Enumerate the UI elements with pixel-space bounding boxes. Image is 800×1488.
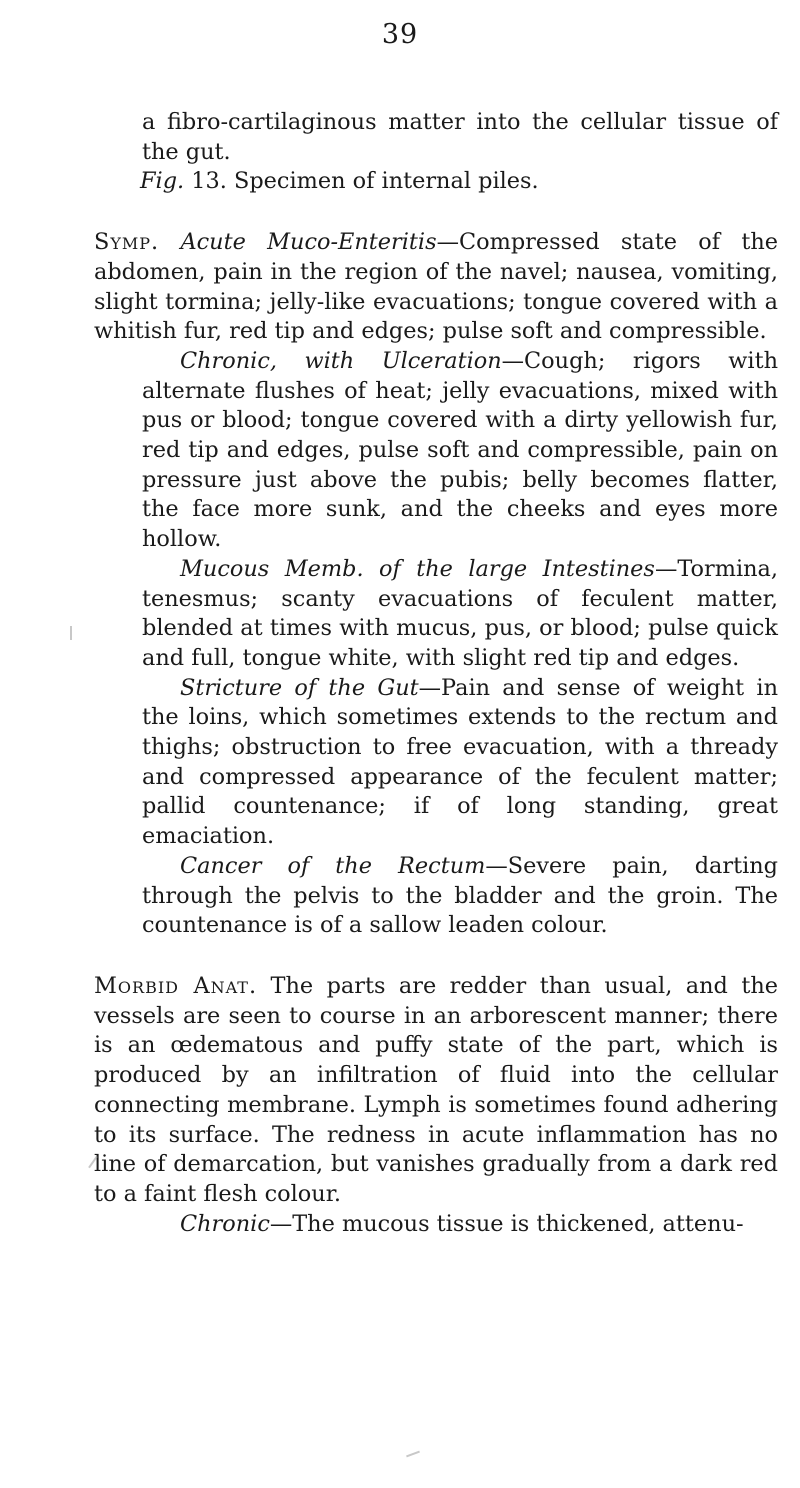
mucous-membrane-text: —Tormina, tenesmus; scanty evacuations of feculent matter, blended at times with mucus, pus, or blood; pulse quick and full, tongue white, with slight red tip and edges. — [142, 555, 778, 671]
morbid-anatomy-section — [94, 972, 778, 1210]
morbid-chronic-title: Chronic — [180, 1210, 270, 1237]
page-number: 39 — [381, 19, 419, 50]
cancer-rectum-text: —Severe pain, darting through the pelvis to the bladder and the groin. The countenance is of a sallow leaden colour. — [142, 852, 778, 939]
morbid-chronic-paragraph — [142, 1210, 778, 1240]
stricture-title: Stricture of the Gut — [180, 674, 419, 701]
morbid-anatomy-heading: Morbid Anat. — [94, 972, 258, 999]
stricture-paragraph — [142, 674, 778, 852]
morbid-anatomy-text: The parts are redder than usual, and the vessels are seen to course in an arborescent manner; there is an œdematous and puffy state of the part, which is produced by an infiltration of fluid into the cellular connecting membrane. Lymph is sometimes found adhering to its surface. The redness in acute inflammation has no line of demarcation, but vanishes gradually from a dark red to a faint flesh colour. — [94, 972, 778, 1207]
continuation-paragraph — [142, 108, 778, 167]
page-body — [94, 108, 778, 1239]
acute-muco-enteritis-title: Acute Muco-Enteritis — [180, 229, 437, 256]
chronic-ulceration-text: —Cough; rigors with alternate flushes of heat; jelly evacuations, mixed with pus or blood; tongue covered with a dirty yellowish fur, red tip and edges, pulse soft and compressible, pain on pressure just above the pubis; belly becomes flatter, the face more sunk, and the cheeks and eyes more hollow. — [142, 347, 778, 553]
figure-caption — [140, 167, 778, 197]
figure-label: Fig. — [140, 168, 185, 195]
mucous-membrane-title: Mucous Memb. of the large Intestines — [180, 555, 655, 582]
cancer-rectum-paragraph — [142, 852, 778, 941]
stricture-text: —Pain and sense of weight in the loins, which sometimes extends to the rectum and thighs; obstruction to free evacuation, with a thready and compressed appearance of the feculent matter; pallid countenance; if of long standing, great emaciation. — [142, 674, 778, 850]
chronic-ulceration-paragraph — [142, 347, 778, 555]
paper-blemish — [406, 1451, 420, 1458]
figure-text: 13. Specimen of internal piles. — [184, 168, 539, 195]
symptoms-heading: Symp. — [94, 229, 160, 256]
chronic-ulceration-title: Chronic, with Ulceration — [180, 347, 502, 374]
mucous-membrane-paragraph — [142, 555, 778, 674]
acute-muco-enteritis-text: —Compressed state of the abdomen, pain in the region of the navel; nausea, vomiting, slight tormina; jelly-like evacuations; tongue covered with a whitish fur, red tip and edges; pulse soft and compressible. — [94, 229, 778, 345]
symptoms-section — [94, 228, 778, 347]
paper-blemish — [70, 626, 72, 640]
cancer-rectum-title: Cancer of the Rectum — [180, 852, 486, 879]
morbid-chronic-text: —The mucous tissue is thickened, attenu- — [269, 1210, 744, 1237]
continuation-text: a fibro-cartilaginous matter into the cellular tissue of the gut. — [142, 109, 778, 165]
